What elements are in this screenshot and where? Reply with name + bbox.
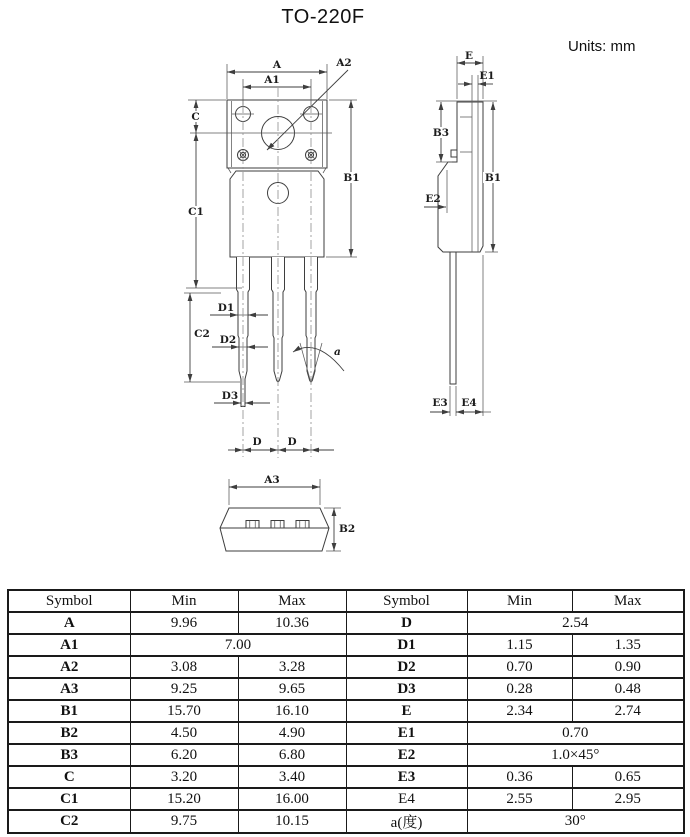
- value-cell: 2.54: [467, 612, 684, 634]
- max-cell: 9.65: [238, 678, 346, 700]
- bottom-lead-stubs: [246, 521, 309, 529]
- symbol-cell: C: [8, 766, 130, 788]
- symbol-cell: A3: [8, 678, 130, 700]
- header-symbol-right: Symbol: [346, 590, 467, 612]
- min-cell: 4.50: [130, 722, 238, 744]
- symbol-cell: B2: [8, 722, 130, 744]
- max-cell: 2.74: [572, 700, 684, 722]
- value-cell: 7.00: [130, 634, 346, 656]
- max-cell: 16.10: [238, 700, 346, 722]
- min-cell: 0.36: [467, 766, 572, 788]
- side-view: [424, 50, 503, 416]
- dim-label-a2: A2: [336, 57, 352, 69]
- symbol-cell: C2: [8, 810, 130, 833]
- symbol-cell: A1: [8, 634, 130, 656]
- min-cell: 15.70: [130, 700, 238, 722]
- table-row: [8, 744, 684, 766]
- symbol-cell: E3: [346, 766, 467, 788]
- max-cell: 10.36: [238, 612, 346, 634]
- symbol-cell: C1: [8, 788, 130, 810]
- table-row: [8, 678, 684, 700]
- dim-label-c: C: [191, 111, 200, 123]
- max-cell: 3.28: [238, 656, 346, 678]
- min-cell: 0.70: [467, 656, 572, 678]
- dim-label-c2: C2: [194, 328, 210, 340]
- max-cell: 3.40: [238, 766, 346, 788]
- header-max-left: Max: [238, 590, 346, 612]
- dim-label-d3: D3: [221, 390, 239, 402]
- symbol-cell: B1: [8, 700, 130, 722]
- side-lead: [450, 252, 456, 384]
- header-max-right: Max: [572, 590, 684, 612]
- symbol-cell: D3: [346, 678, 467, 700]
- table-row: [8, 700, 684, 722]
- min-cell: 9.96: [130, 612, 238, 634]
- dim-label-d2: D2: [219, 334, 237, 346]
- min-cell: 3.20: [130, 766, 238, 788]
- dim-label-b3: B3: [432, 127, 450, 139]
- table-row: [8, 766, 684, 788]
- table-header-row: [8, 590, 684, 612]
- side-body-profile: [438, 102, 483, 252]
- value-cell: 1.0×45°: [467, 744, 684, 766]
- symbol-cell: a(度): [346, 810, 467, 833]
- min-cell: 1.15: [467, 634, 572, 656]
- dim-label-b1-front: B1: [343, 172, 360, 184]
- symbol-cell: D2: [346, 656, 467, 678]
- min-cell: 3.08: [130, 656, 238, 678]
- dim-label-b1-side: B1: [484, 172, 502, 184]
- symbol-cell: D1: [346, 634, 467, 656]
- max-cell: 1.35: [572, 634, 684, 656]
- header-min-right: Min: [467, 590, 572, 612]
- max-cell: 10.15: [238, 810, 346, 833]
- dimension-table: [7, 589, 685, 834]
- page-title: TO-220F: [281, 6, 365, 28]
- symbol-cell: E: [346, 700, 467, 722]
- side-notch: [451, 150, 457, 157]
- dim-label-d1: D1: [217, 302, 235, 314]
- dim-label-e4: E4: [461, 397, 477, 409]
- symbol-cell: D: [346, 612, 467, 634]
- max-cell: 4.90: [238, 722, 346, 744]
- header-symbol-left: Symbol: [8, 590, 130, 612]
- table-row: [8, 722, 684, 744]
- value-cell: 30°: [467, 810, 684, 833]
- symbol-cell: A2: [8, 656, 130, 678]
- min-cell: 2.55: [467, 788, 572, 810]
- symbol-cell: A: [8, 612, 130, 634]
- dim-label-c1: C1: [188, 206, 204, 218]
- max-cell: 0.90: [572, 656, 684, 678]
- symbol-cell: B3: [8, 744, 130, 766]
- bottom-view: [220, 474, 355, 551]
- dim-label-a: A: [272, 59, 282, 71]
- dim-label-e2: E2: [425, 193, 441, 205]
- table-row: [8, 656, 684, 678]
- symbol-cell: E1: [346, 722, 467, 744]
- dim-label-alpha: a: [334, 346, 341, 358]
- symbol-cell: E2: [346, 744, 467, 766]
- dim-label-a1: A1: [264, 74, 280, 86]
- dim-label-d-left: D: [252, 436, 262, 448]
- dim-label-e: E: [464, 50, 474, 62]
- units-label: Units: mm: [568, 38, 636, 55]
- dim-label-b2: B2: [339, 523, 356, 535]
- max-cell: 0.65: [572, 766, 684, 788]
- bottom-body-outline: [220, 508, 329, 551]
- dim-label-a3: A3: [264, 474, 280, 486]
- dim-label-e3: E3: [432, 397, 448, 409]
- max-cell: 0.48: [572, 678, 684, 700]
- max-cell: 16.00: [238, 788, 346, 810]
- header-min-left: Min: [130, 590, 238, 612]
- table-row: [8, 810, 684, 833]
- min-cell: 2.34: [467, 700, 572, 722]
- min-cell: 9.75: [130, 810, 238, 833]
- min-cell: 15.20: [130, 788, 238, 810]
- table-row: [8, 612, 684, 634]
- value-cell: 0.70: [467, 722, 684, 744]
- dim-label-d-right: D: [287, 436, 297, 448]
- front-view: [184, 57, 361, 450]
- min-cell: 6.20: [130, 744, 238, 766]
- table-row: [8, 634, 684, 656]
- table-row: [8, 788, 684, 810]
- max-cell: 6.80: [238, 744, 346, 766]
- dim-label-e1: E1: [479, 70, 495, 82]
- min-cell: 9.25: [130, 678, 238, 700]
- min-cell: 0.28: [467, 678, 572, 700]
- max-cell: 2.95: [572, 788, 684, 810]
- symbol-cell: E4: [346, 788, 467, 810]
